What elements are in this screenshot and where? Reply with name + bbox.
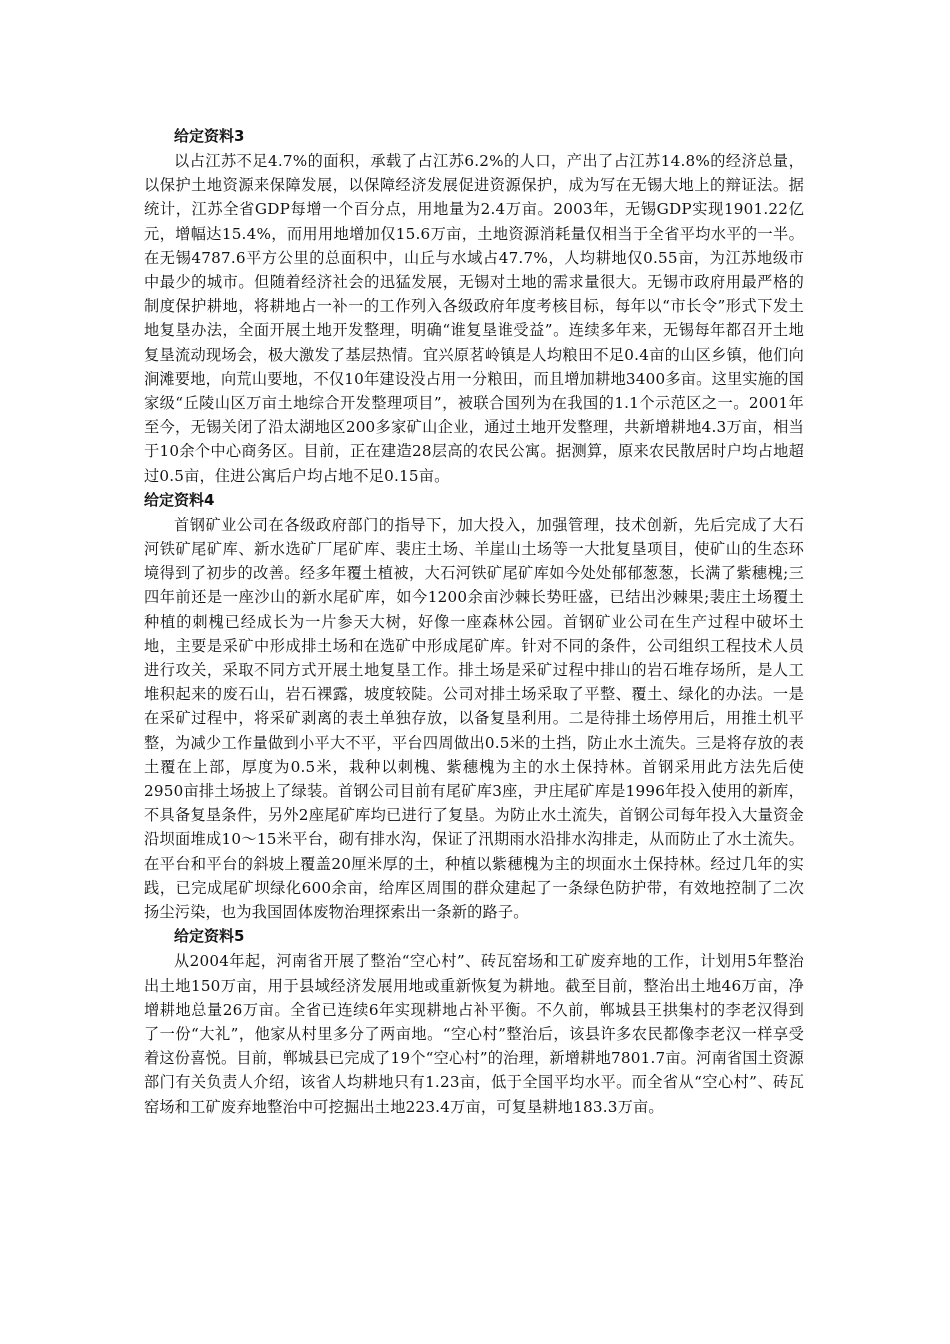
section-title-4: 给定资料4 (144, 490, 215, 509)
section-title-5: 给定资料5 (174, 927, 245, 946)
section-body-3: 以占江苏不足4.7%的面积，承载了占江苏6.2%的人口，产出了占江苏14.8%的经济总量，以保护土地资源来保障发展，以保障经济发展促进资源保护，成为写在无锡大地上的辩证法。据统计，江苏全省GDP每增一个百分点，用地量为2.4万亩。2003年，无锡GDP实现1901.22亿元，增幅达15.4%，而用用地增加仅15.6万亩，土地资源消耗量仅相当于全省平均水平的一半。在无锡4787.6平方公里的总面积中，山丘与水域占47.7%，人均耕地仅0.55亩，为江苏地级市中最少的城市。但随着经济社会的迅猛发展，无锡对土地的需求量很大。无锡市政府用最严格的制度保护耕地，将耕地占一补一的工作列入各级政府年度考核目标，每年以“市长令”形式下发土地复垦办法，全面开展土地开发整理，明确“谁复垦谁受益”。连续多年来，无锡每年都召开土地复垦流动现场会，极大激发了基层热情。宜兴原茗岭镇是人均粮田不足0.4亩的山区乡镇，他们向涧滩要地，向荒山要地，不仅10年建设没占用一分粮田，而且增加耕地3400多亩。这里实施的国家级“丘陵山区万亩土地综合开发整理项目”，被联合国列为在我国的1.1个示范区之一。2001年至今，无锡关闭了沿太湖地区200多家矿山企业，通过土地开发整理，共新增耕地4.3万亩，相当于10余个中心商务区。目前，正在建造28层高的农民公寓。据测算，原来农民散居时户均占地超过0.5亩，住进公寓后户均占地不足0.15亩。 (144, 152, 804, 485)
section-title-3: 给定资料3 (174, 127, 245, 145)
section-body-4: 首钢矿业公司在各级政府部门的指导下，加大投入，加强管理，技术创新，先后完成了大石河铁矿尾矿库、新水选矿厂尾矿库、裴庄土场、羊崖山土场等一大批复垦项目，使矿山的生态环境得到了初步的改善。经多年覆土植被，大石河铁矿尾矿库如今处处郁郁葱葱，长满了紫穗槐;三四年前还是一座沙山的新水尾矿库，如今1200余亩沙棘长势旺盛，已结出沙棘果;裴庄土场覆土种植的刺槐已经成长为一片参天大树，好像一座森林公园。首钢矿业公司在生产过程中破坏土地，主要是采矿中形成排土场和在选矿中形成尾矿库。针对不同的条件，公司组织工程技术人员进行攻关，采取不同方式开展土地复垦工作。排土场是采矿过程中排山的岩石堆存场所，是人工堆积起来的废石山，岩石裸露，坡度较陡。公司对排土场采取了平整、覆土、绿化的办法。一是在采矿过程中，将采矿剥离的表土单独存放，以备复垦利用。二是待排土场停用后，用推土机平整，为减少工作量做到小平大不平，平台四周做出0.5米的土挡，防止水土流失。三是将存放的表土覆在上部，厚度为0.5米，栽种以刺槐、紫穗槐为主的水土保持林。首钢采用此方法先后使2950亩排土场披上了绿装。首钢公司目前有尾矿库3座，尹庄尾矿库是1996年投入使用的新库，不具备复垦条件，另外2座尾矿库均已进行了复垦。为防止水土流失，首钢公司每年投入大量资金沿坝面堆成10～15米平台，砌有排水沟，保证了汛期雨水沿排水沟排走，从而防止了水土流失。在平台和平台的斜坡上覆盖20厘米厚的土，种植以紫穗槐为主的坝面水土保持林。经过几年的实践，已完成尾矿坝绿化600余亩，给库区周围的群众建起了一条绿色防护带，有效地控制了二次扬尘污染，也为我国固体废物治理探索出一条新的路子。 (144, 515, 804, 922)
document-page (144, 124, 804, 1119)
section-body-5: 从2004年起，河南省开展了整治“空心村”、砖瓦窑场和工矿废弃地的工作，计划用5年整治出土地150万亩，用于县域经济发展用地或重新恢复为耕地。截至目前，整治出土地46万亩，净增耕地总量26万亩。全省已连续6年实现耕地占补平衡。不久前，郸城县王拱集村的李老汉得到了一份“大礼”，他家从村里多分了两亩地。“空心村”整治后，该县许多农民都像李老汉一样享受着这份喜悦。目前，郸城县已完成了19个“空心村”的治理，新增耕地7801.7亩。河南省国土资源部门有关负责人介绍，该省人均耕地只有1.23亩，低于全国平均水平。而全省从“空心村”、砖瓦窑场和工矿废弃地整治中可挖掘出土地223.4万亩，可复垦耕地183.3万亩。 (144, 952, 804, 1116)
